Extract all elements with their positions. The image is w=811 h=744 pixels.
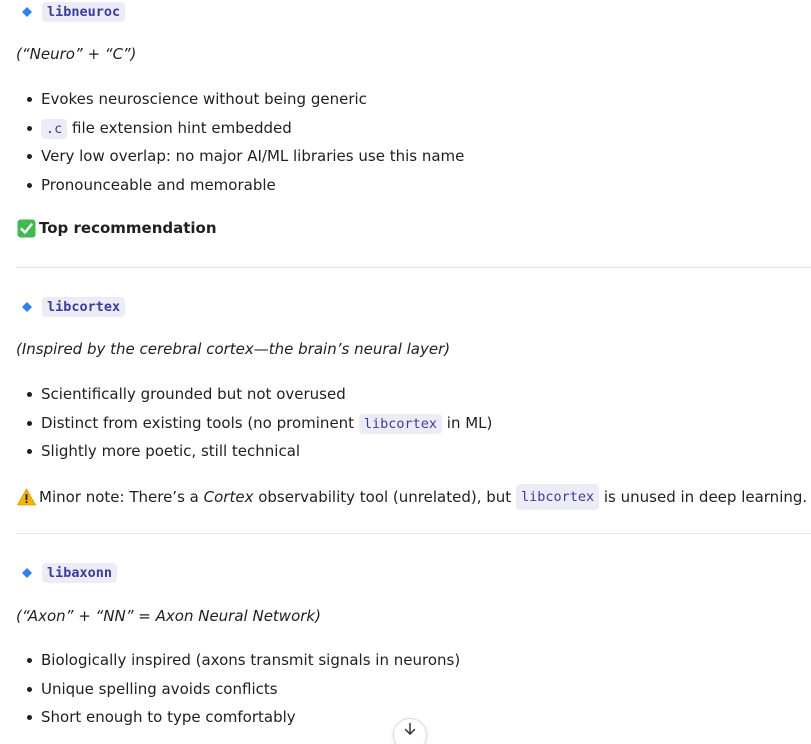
list-item-text: Slightly more poetic, still technical [41,442,301,461]
section-heading [16,559,117,587]
inline-code: libcortex [359,414,442,434]
list-item [16,409,811,438]
blue-diamond-icon [16,567,38,579]
section-heading [16,293,125,321]
list-item [16,142,811,171]
list-item [16,646,811,675]
section-subtitle: (“Axon” + “NN” = Axon Neural Network) [16,607,321,625]
warning-icon [16,487,36,507]
list-item-text: Pronounceable and memorable [41,175,276,194]
list-item [16,380,811,409]
note-italic: Cortex [203,488,254,506]
list-item-text: Scientifically grounded but not overused [41,385,346,403]
list-item-text: in ML) [446,413,493,432]
feature-list [16,380,811,466]
recommendation-line [16,217,217,239]
library-name: libcortex [42,297,125,317]
note-text: observability tool (unrelated), but [258,488,512,506]
arrow-down-icon [403,722,417,740]
note-text: is unused in deep learning. [603,488,808,506]
list-item-text: Unique spelling avoids conflicts [41,679,278,698]
note-text: Minor note: There’s a [39,488,199,506]
section-subtitle [16,338,450,360]
list-item-text: file extension hint embedded [72,118,292,137]
list-item-text: Very low overlap: no major AI/ML libraries use this name [41,147,465,166]
minor-note [16,484,807,510]
section-subtitle: (“Neuro” + “C”) [16,45,137,63]
list-item [16,675,811,704]
library-name: libneuroc [42,2,125,22]
section-heading [16,0,125,26]
list-item-text: Distinct from existing tools (no prominent [41,413,355,432]
blue-diamond-icon [16,6,38,18]
subtitle-part: (Inspired by the cerebral cortex [16,340,254,358]
subtitle-part: the brain’s neural layer) [268,340,451,358]
check-mark-icon [16,218,36,238]
blue-diamond-icon [16,301,38,313]
subtitle-dash: — [253,340,269,358]
list-item-text: Biologically inspired (axons transmit signals in neurons) [41,651,461,669]
feature-list [16,85,811,199]
inline-code: libcortex [516,484,599,510]
list-item [16,171,811,200]
list-item [16,114,811,143]
list-item [16,437,811,466]
divider [16,533,811,534]
library-name: libaxonn [42,563,117,583]
list-item-text: Short enough to type comfortably [41,708,296,727]
scroll-to-bottom-button[interactable] [393,718,427,744]
divider [16,267,811,268]
list-item-text: Evokes neuroscience without being generic [41,90,367,108]
list-item [16,85,811,114]
inline-code: .c [41,119,67,139]
recommendation-label: Top recommendation [39,219,217,237]
